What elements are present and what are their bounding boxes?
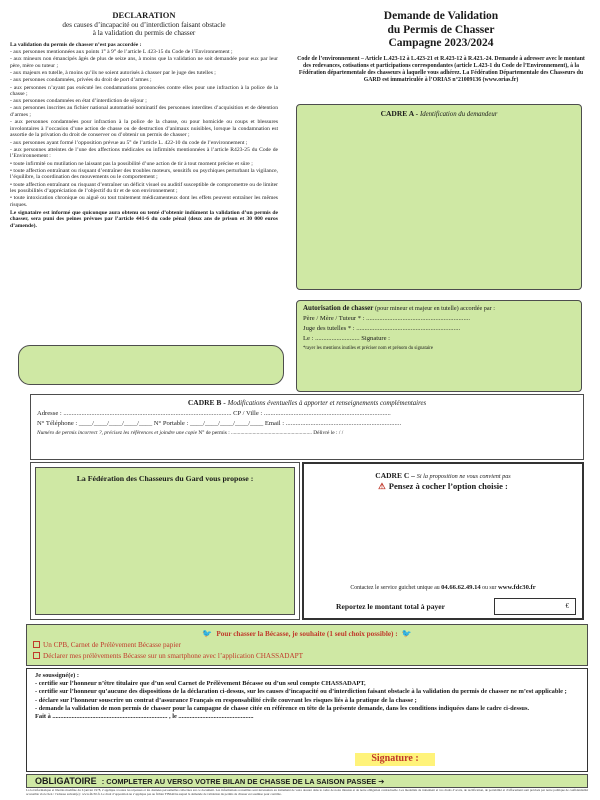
list-item: - aux personnes mentionnées aux points 1° à 9° de l’article L 423-15 du Code de l’Environnement ; [10,49,233,56]
becasse-section [26,624,588,666]
warning-icon: ⚠ [378,481,386,491]
list-item: - aux personnes condamnées en état d’interdiction de séjour ; [10,98,147,105]
website-link[interactable]: www.fdc30.fr [497,584,536,591]
woodcock-icon: 🐦 [202,629,213,638]
legal-reference: Code de l’environnement – Article L.423-12 à L.423-21 et R.423-12 à R.423.-24. Demande à adresser avec le montant des redevances, cotisations et participations correspondantes (article L.423-1 du Code de l’Environnement), à la Fédération départementale des chasseurs à laquelle vous adhérez. La Fédération Départementale des Chasseurs du GARD est immatriculée à l’ORIAS n°21009136 (www.orias.fr) [297,55,585,83]
becasse-option-app[interactable]: Déclarer mes prélèvements Bécasse sur un smartphone avec l’application CHASSADAPT [33,652,303,660]
autorisation-note: *rayer les mentions inutiles et préciser nom et prénom du signataire [303,346,434,351]
amount-label: Reportez le montant total à payer [336,602,446,611]
list-item: - aux personnes condamnées pour infraction à la police de la chasse, ou pour homicide ou coups et blessures involontaires à l’occasion d’une action de chasse ou de destruction d’animaux nuisibles, lorsque la condamnation est assortie de la privation du droit de conserver ou d’obtenir un permis de chasser ; [10,119,278,139]
engagement-line: Je soussigné(e) : [35,672,80,679]
list-item: - aux personnes ayant formé l’opposition prévue au 5° de l’article L. 422-10 du code de l’environnement ; [10,139,248,146]
list-item: - aux personnes n’ayant pas exécuté les condamnations prononcées contre elles pour une infraction à la police de la chasse ; [10,84,278,98]
woodcock-icon: 🐦 [401,629,412,638]
form-title-line-1: Demande de Validation [383,10,499,22]
becasse-option-paper[interactable]: Un CPB, Carnet de Prélèvement Bécasse papier [33,641,181,649]
declaration-subtitle: des causes d’incapacité ou d’interdiction faisant obstacle à la validation du permis de chasser [62,21,226,38]
declaration-list [10,49,278,208]
parent-tutor-field[interactable]: Père / Mère / Tuteur * : ............................................................... [303,315,471,322]
cadre-c-title: CADRE C – Si la proposition ne vous convient pas [375,471,511,480]
cadre-c-box [302,462,584,620]
autorisation-box [296,300,582,392]
list-item: - aux personnes inscrites au fichier national automatisé nominatif des personnes interdites d’acquisition et de détention d’armes ; [10,105,278,119]
cadre-b-title: CADRE B - Modifications éventuelles à apporter et renseignements complémentaires [187,398,427,407]
form-header [296,10,586,84]
signature-label[interactable]: Signature : [355,753,435,766]
list-item: - aux majeurs en tutelle, à moins qu’ils ne soient autorisés à chasser par le juge des tutelles ; [10,70,216,77]
legal-notice: La loi informatique et libertés modifiée du 6 janvier 1978, s’applique à toutes les réponses et les données personnelles collectées sur ce document. Les informations recueillies sont nécessaires au traitement de votre dossier dans le cadre de notre mission et de notre obligation contractuelle. Les modalités de traitement et vos droits d’accès, de rectification, de portabilité et d’effacement sont précisés par notre politique de confidentialité accessible via le lien / l’adresse suivant(e) : www.fdc30.fr. Le droit d’opposition ne s’applique pas au fichier FINIADA auquel la demande de validation du permis de chasser est soumise pour contrôle. [26,788,588,796]
checkbox-icon[interactable] [33,652,40,659]
becasse-title: 🐦 Pour chasser la Bécasse, je souhaite (1 seul choix possible) : 🐦 [202,629,412,638]
cadre-a-title: CADRE A - Identification du demandeur [380,109,498,118]
list-item: - aux personnes atteintes de l’une des affections médicales ou infirmités mentionnées à l’article R423-25 du Code de l’Environnement : [10,146,278,160]
engagement-line: - certifie sur l’honneur qu’aucune des dispositions de la déclaration ci-dessus, sur les causes d’incapacité ou d’interdiction faisant obstacle à la validation du permis de chasser ne m’est applicable ; [35,688,567,696]
list-item: • toute intoxication chronique ou aiguë ou tout traitement médicamenteux dont les effets peuvent entraîner les mêmes risques. [10,195,278,208]
federation-proposal-area [35,467,295,615]
list-item: • toute infirmité ou mutilation ne laissant pas la possibilité d’une action de tir à tout moment précise et sûre ; [10,160,253,167]
place-date-field[interactable]: Fait à ........................................................................ , le ............................................... [35,712,254,720]
judge-field[interactable]: Juge des tutelles * : ............................................................... [303,325,461,332]
mandatory-banner: OBLIGATOIRE : COMPLETER AU VERSO VOTRE BILAN DE CHASSE DE LA SAISON PASSEE ➔ [26,774,588,788]
phone-number: 04.66.62.49.14 [441,584,481,591]
permit-number-field[interactable]: Numéro de permis incorrect ?, précisez les références et joindre une copie N° de permis : ............................................................ Délivré le : / / [37,430,344,436]
engagement-line: - déclare sur l’honneur souscrire un contrat d’assurance Français en responsabilité civile couvrant les risques liés à la pratique de la chasse ; [35,696,417,704]
list-item: • toute affection entraînant ou risquant d’entraîner des troubles moteurs, sensitifs ou psychiques perturbant la vigilance, l’équilibre, la coordination des mouvements ou le comportement ; [10,167,278,181]
declaration-title: DECLARATION [112,10,176,20]
cadre-a-box[interactable] [296,104,582,290]
engagement-line: - demande la validation de mon permis de chasser pour la campagne de chasse citée en référence en tête de la présente demande, dans les conditions indiquées dans le cadre ci-dessus. [35,704,530,712]
federation-proposal-title: La Fédération des Chasseurs du Gard vous propose : [76,474,254,483]
list-item: - aux mineurs non émancipés âgés de plus de seize ans, à moins que la validation ne soit demandée pour eux par leur père, mère ou tuteur ; [10,56,278,69]
autorisation-title: Autorisation de chasser (pour mineur et majeur en tutelle) accordée par : [303,304,495,312]
checkbox-icon[interactable] [33,641,40,648]
cadre-b-box [30,394,584,460]
form-title-campaign: Campagne 2023/2024 [388,37,494,50]
federation-proposal-box [30,462,300,620]
federation-stamp-area [18,345,284,385]
phone-field[interactable]: N° Téléphone : ____/____/____/____/____ N° Portable : ____/____/____/____/____ Email : ...................................................................... [37,420,402,427]
date-signature-field[interactable]: Le : ........................... Signature : [303,335,390,342]
form-title-line-2: du Permis de Chasser [387,23,495,36]
address-field[interactable]: Adresse : ...................................................................................................... CP / Ville : ............................................................................. [37,410,391,417]
list-item: - aux personnes condamnées, privées du droit de port d’armes ; [10,77,152,84]
declaration-section [10,10,278,229]
engagement-line: - certifie sur l’honneur n’être titulaire que d’un seul Carnet de Prélèvement Bécasse ou d’un seul compte CHASSADAPT, [35,680,366,688]
declaration-warning: Le signataire est informé que quiconque aura obtenu ou tenté d’obtenir indûment la validation d’un permis de chasser, sera puni des peines prévues par l’article 441-6 du code pénal (deux ans de prison et 30 000 euros d’amende). [10,209,278,229]
cadre-c-instruction: ⚠ Pensez à cocher l’option choisie : [378,481,508,491]
engagement-box [26,668,588,772]
list-item: • toute affection entraînant ou risquant d’entraîner un déficit visuel ou auditif susceptible de compromettre ou de limiter les possibilités d’appréciation de l’objectif du tir et de son environnement ; [10,181,278,195]
declaration-lead: La validation du permis de chasser n’est pas accordée : [10,41,142,48]
contact-info: Contactez le service guichet unique au 04.66.62.49.14 ou sur www.fdc30.fr [350,584,536,591]
amount-field[interactable]: € [494,598,576,615]
